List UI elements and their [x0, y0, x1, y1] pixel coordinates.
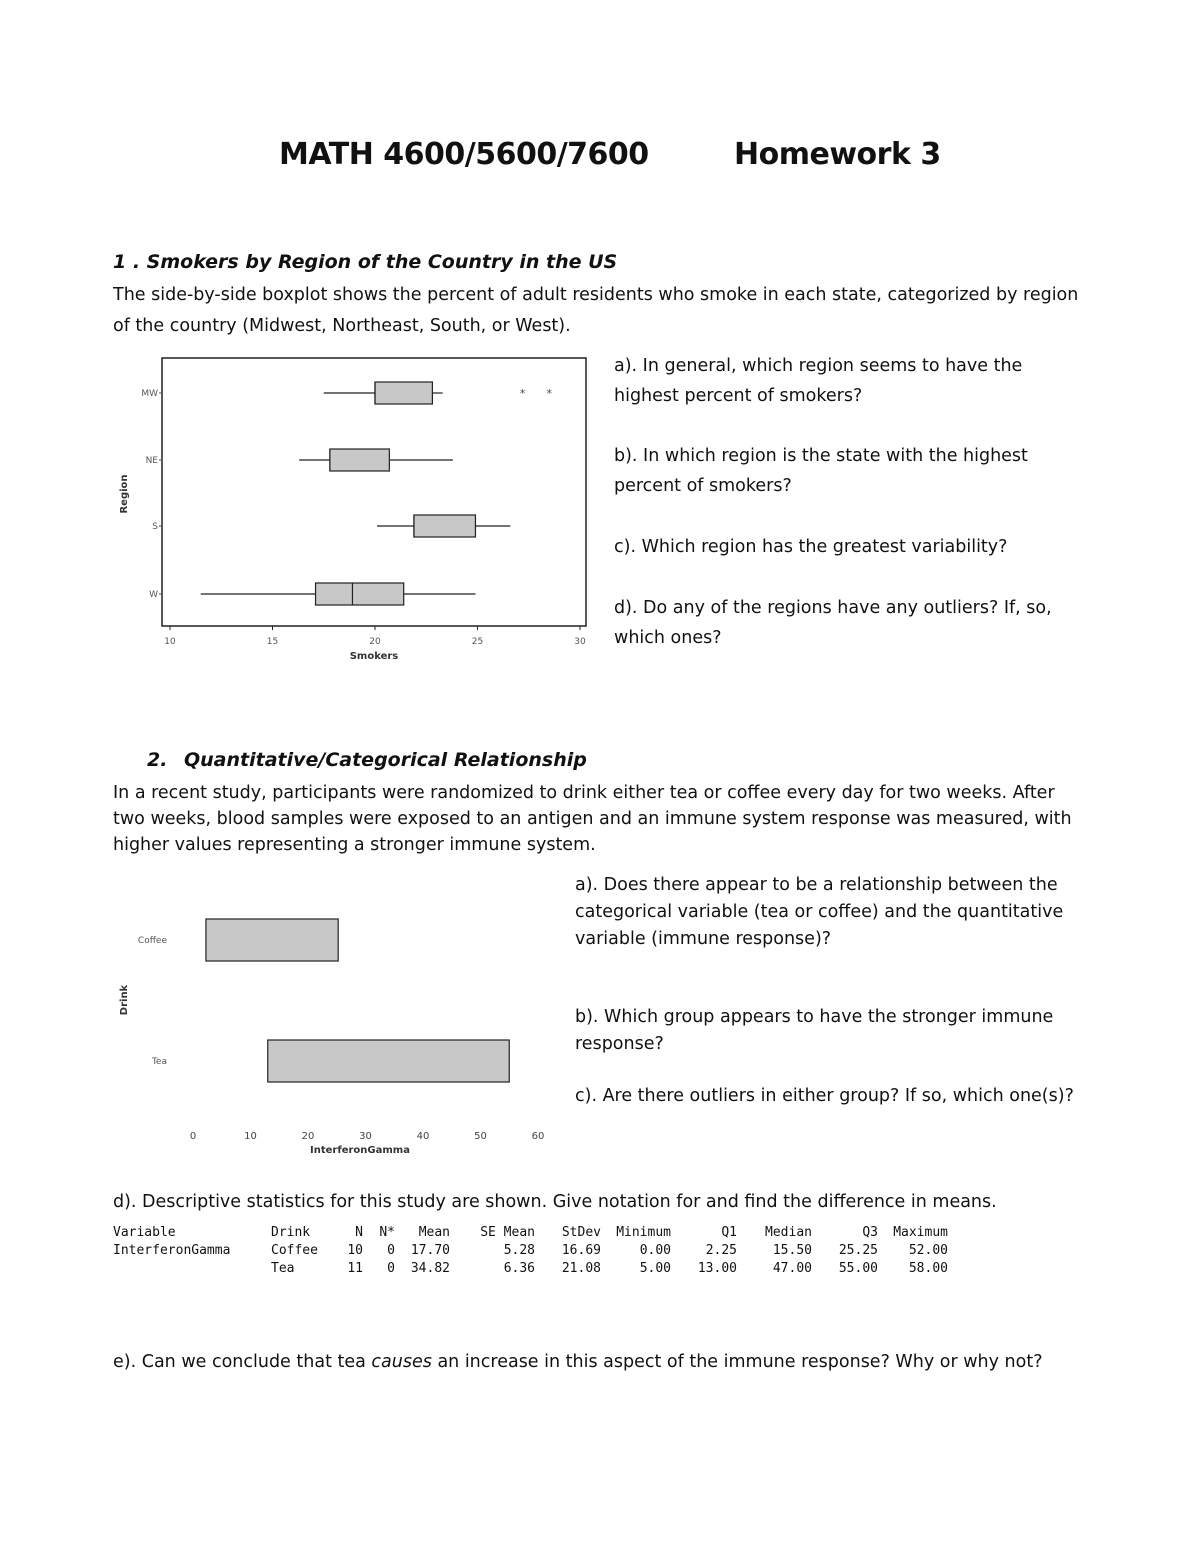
p1-qa-line2: highest percent of smokers?: [614, 386, 863, 406]
p2-qe-pre: e). Can we conclude that tea: [113, 1352, 372, 1372]
header-minimum: Minimum: [616, 1224, 671, 1240]
p1-question-b: [614, 441, 1028, 501]
cell-minimum: 5.00: [639, 1260, 671, 1276]
problem2-heading: Quantitative/Categorical Relationship: [184, 749, 587, 771]
outlier-mw-0: *: [519, 387, 526, 400]
header-stdev: StDev: [561, 1224, 601, 1240]
x-tick-label-30: 30: [359, 1131, 372, 1142]
drink-label-coffee: Coffee: [137, 936, 167, 946]
cell-stdev: 16.69: [561, 1242, 601, 1258]
x-axis-label: InterferonGamma: [310, 1145, 410, 1156]
x-tick-label-20: 20: [369, 637, 381, 647]
p2-qb-line1: b). Which group appears to have the stronger immune: [575, 1007, 1054, 1027]
cell-n: 11: [347, 1260, 363, 1276]
cell-nstar: 0: [387, 1242, 395, 1258]
box-s: [414, 515, 476, 537]
cell-q1: 2.25: [705, 1242, 737, 1258]
p1-qc-line1: c). Which region has the greatest variability?: [614, 537, 1008, 557]
cell-maximum: 52.00: [908, 1242, 948, 1258]
interferon-boxplot: [110, 895, 560, 1160]
p2-qe-post: an increase in this aspect of the immune response? Why or why not?: [431, 1352, 1043, 1372]
stats-table: [113, 1223, 948, 1277]
cell-se-mean: 5.28: [503, 1242, 535, 1258]
p1-qd-line2: which ones?: [614, 628, 722, 648]
problem2-intro-line3: higher values representing a stronger immune system.: [113, 835, 596, 855]
stats-header-row: [113, 1223, 948, 1241]
p2-question-c: [575, 1083, 1074, 1110]
cell-se-mean: 6.36: [503, 1260, 535, 1276]
box-ne: [330, 449, 389, 471]
cell-maximum: 58.00: [908, 1260, 948, 1276]
cell-median: 15.50: [772, 1242, 812, 1258]
cell-drink: Coffee: [271, 1242, 318, 1258]
header-se-mean: SE Mean: [480, 1224, 535, 1240]
cell-mean: 17.70: [410, 1242, 450, 1258]
p1-qb-line2: percent of smokers?: [614, 476, 792, 496]
cell-minimum: 0.00: [639, 1242, 671, 1258]
course-title: MATH 4600/5600/7600: [279, 137, 649, 172]
problem2-intro-line1: In a recent study, participants were randomized to drink either tea or coffee every day for two weeks. After: [113, 783, 1055, 803]
x-tick-label-10: 10: [164, 637, 176, 647]
box-coffee: [206, 919, 338, 961]
p2-qc-line1: c). Are there outliers in either group? If so, which one(s)?: [575, 1086, 1074, 1106]
smokers-boxplot: [110, 350, 600, 665]
cell-variable: [113, 1259, 271, 1277]
x-tick-label-25: 25: [471, 637, 484, 647]
header-variable: Variable: [113, 1224, 176, 1240]
x-axis-label: Smokers: [349, 651, 399, 662]
problem2-heading-number: 2.: [147, 749, 168, 771]
region-label-w: W: [149, 590, 158, 600]
p2-qa-line3: variable (immune response)?: [575, 929, 832, 949]
cell-median: 47.00: [772, 1260, 812, 1276]
cell-nstar: 0: [387, 1260, 395, 1276]
problem1-heading: 1 . Smokers by Region of the Country in the US: [113, 251, 618, 273]
problem1-intro-line2: of the country (Midwest, Northeast, South, or West).: [113, 316, 571, 336]
p1-question-c: [614, 532, 1007, 562]
outlier-mw-1: *: [546, 387, 552, 400]
x-tick-label-40: 40: [416, 1131, 430, 1142]
header-n: N: [355, 1224, 363, 1240]
y-axis-label: Region: [119, 474, 130, 514]
p1-qb-line1: b). In which region is the state with the highest: [614, 446, 1028, 466]
problem1-intro-line1: The side-by-side boxplot shows the percent of adult residents who smoke in each state, categorized by region: [113, 285, 1079, 305]
p2-qa-line1: a). Does there appear to be a relationship between the: [575, 875, 1058, 895]
header-drink: Drink: [271, 1224, 311, 1240]
header-maximum: Maximum: [893, 1224, 948, 1240]
x-tick-label-15: 15: [266, 637, 279, 647]
drink-label-tea: Tea: [151, 1057, 167, 1067]
cell-mean: 34.82: [410, 1260, 450, 1276]
stats-row-coffee: [113, 1241, 948, 1259]
header-q3: Q3: [862, 1224, 878, 1240]
header-mean: Mean: [418, 1224, 450, 1240]
cell-q1: 13.00: [697, 1260, 737, 1276]
p2-qa-line2: categorical variable (tea or coffee) and the quantitative: [575, 902, 1064, 922]
p2-question-a: [575, 872, 1063, 953]
x-tick-label-30: 30: [574, 637, 586, 647]
x-tick-label-20: 20: [301, 1131, 315, 1142]
header-q1: Q1: [721, 1224, 737, 1240]
y-axis-label: Drink: [119, 984, 130, 1016]
p2-question-e: [113, 1349, 1042, 1375]
cell-drink: Tea: [271, 1260, 295, 1276]
p2-qb-line2: response?: [575, 1034, 664, 1054]
x-tick-label-50: 50: [474, 1131, 487, 1142]
x-tick-label-60: 60: [531, 1131, 545, 1142]
assignment-title: Homework 3: [734, 137, 941, 172]
p2-question-b: [575, 1004, 1053, 1058]
region-label-s: S: [152, 522, 158, 532]
header-nstar: N*: [379, 1224, 395, 1240]
box-mw: [375, 382, 432, 404]
x-tick-label-0: 0: [189, 1131, 197, 1142]
box-w: [316, 583, 404, 605]
header-median: Median: [765, 1224, 812, 1240]
p1-qa-line1: a). In general, which region seems to have the: [614, 356, 1023, 376]
cell-variable: InterferonGamma: [113, 1242, 231, 1258]
cell-n: 10: [347, 1242, 363, 1258]
region-label-ne: NE: [145, 456, 158, 466]
x-tick-label-10: 10: [244, 1131, 257, 1142]
p1-qd-line1: d). Do any of the regions have any outliers? If, so,: [614, 598, 1052, 618]
p1-question-d: [614, 593, 1052, 653]
stats-row-tea: [113, 1259, 948, 1277]
problem2-intro-line2: two weeks, blood samples were exposed to an antigen and an immune system response was measured, with: [113, 809, 1072, 829]
region-label-mw: MW: [141, 389, 158, 399]
cell-stdev: 21.08: [561, 1260, 601, 1276]
p2-qe-emphasis: causes: [371, 1352, 432, 1372]
cell-q3: 25.25: [838, 1242, 878, 1258]
p1-question-a: [614, 351, 1022, 411]
p2-question-d: d). Descriptive statistics for this study are shown. Give notation for and find the difference in means.: [113, 1192, 997, 1212]
box-tea: [268, 1040, 510, 1082]
cell-q3: 55.00: [838, 1260, 878, 1276]
